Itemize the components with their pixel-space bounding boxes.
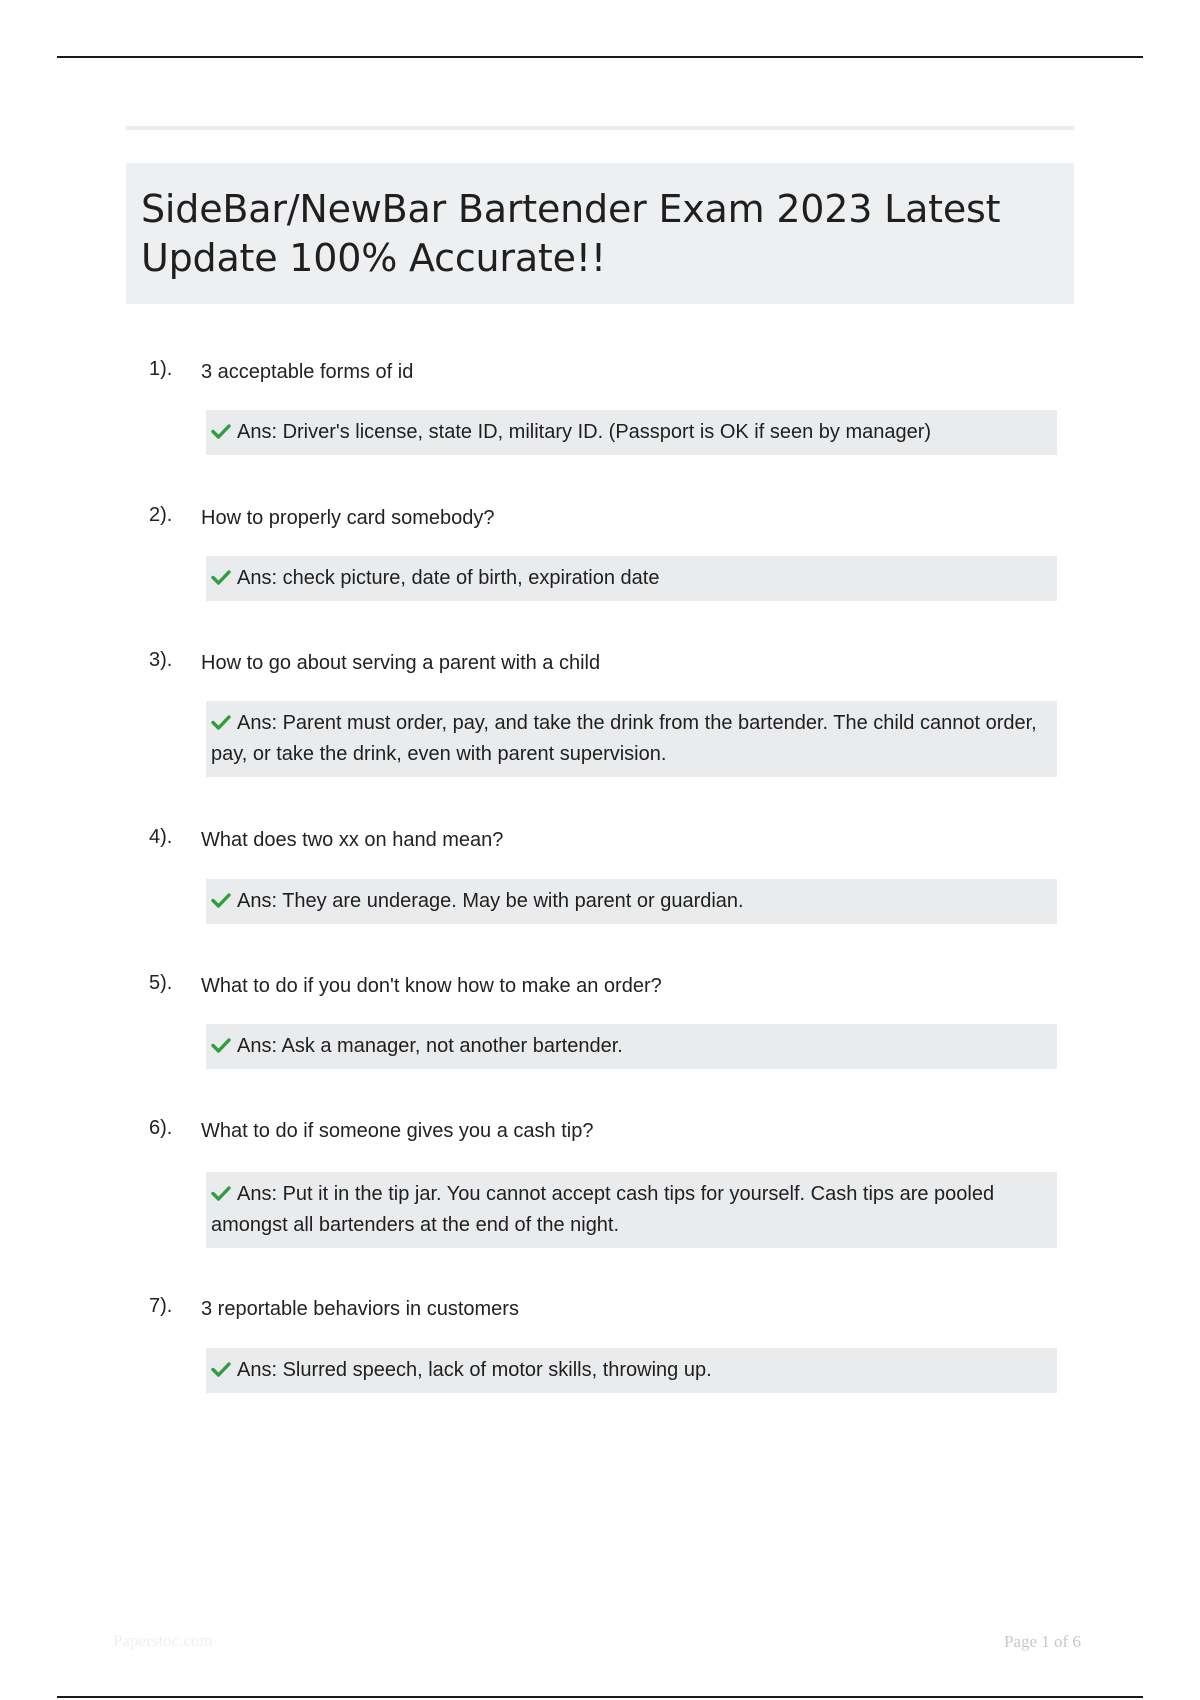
answer-text: Ans: Ask a manager, not another bartender. <box>237 1035 623 1057</box>
check-icon <box>211 892 231 908</box>
question-text: How to properly card somebody? <box>201 507 495 529</box>
question-text: 3 reportable behaviors in customers <box>201 1298 519 1320</box>
question-text: What to do if you don't know how to make an order? <box>201 975 662 997</box>
page-number: Page 1 of 6 <box>1004 1632 1081 1651</box>
answer-box <box>206 1172 1057 1248</box>
answer-box <box>206 1348 1057 1393</box>
header-divider <box>126 126 1074 130</box>
question-text: What to do if someone gives you a cash tip? <box>201 1120 594 1142</box>
answer-text: Ans: Parent must order, pay, and take the drink from the bartender. The child cannot order, pay, or take the drink, even with parent supervision. <box>211 712 1037 765</box>
check-icon <box>211 569 231 585</box>
question-number: 2). <box>149 504 173 526</box>
answer-text: Ans: check picture, date of birth, expiration date <box>237 567 660 589</box>
question-text: How to go about serving a parent with a child <box>201 652 601 674</box>
answer-box <box>206 556 1057 601</box>
check-icon <box>211 423 231 439</box>
answer-box <box>206 410 1057 455</box>
question-number: 3). <box>149 649 173 671</box>
question-number: 1). <box>149 358 173 380</box>
top-rule <box>57 56 1143 58</box>
answer-text: Ans: Driver's license, state ID, military ID. (Passport is OK if seen by manager) <box>237 421 932 443</box>
question-number: 6). <box>149 1117 173 1139</box>
question-number: 7). <box>149 1295 173 1317</box>
answer-box <box>206 879 1057 924</box>
check-icon <box>211 714 231 730</box>
question-number: 4). <box>149 826 173 848</box>
answer-box <box>206 1024 1057 1069</box>
answer-text: Ans: Put it in the tip jar. You cannot accept cash tips for yourself. Cash tips are pooled amongst all bartenders at the end of the night. <box>211 1183 995 1236</box>
bottom-rule <box>57 1696 1143 1698</box>
check-icon <box>211 1185 231 1201</box>
check-icon <box>211 1037 231 1053</box>
answer-text: Ans: Slurred speech, lack of motor skills, throwing up. <box>237 1359 712 1381</box>
footer-watermark: Paperstoc.com <box>113 1631 213 1650</box>
question-number: 5). <box>149 972 173 994</box>
check-icon <box>211 1361 231 1377</box>
question-text: What does two xx on hand mean? <box>201 829 504 851</box>
document-title: SideBar/NewBar Bartender Exam 2023 Latest Update 100% Accurate!! <box>141 187 1001 280</box>
question-text: 3 acceptable forms of id <box>201 361 414 383</box>
answer-box <box>206 701 1057 777</box>
answer-text: Ans: They are underage. May be with parent or guardian. <box>237 890 744 912</box>
title-box <box>126 163 1074 304</box>
